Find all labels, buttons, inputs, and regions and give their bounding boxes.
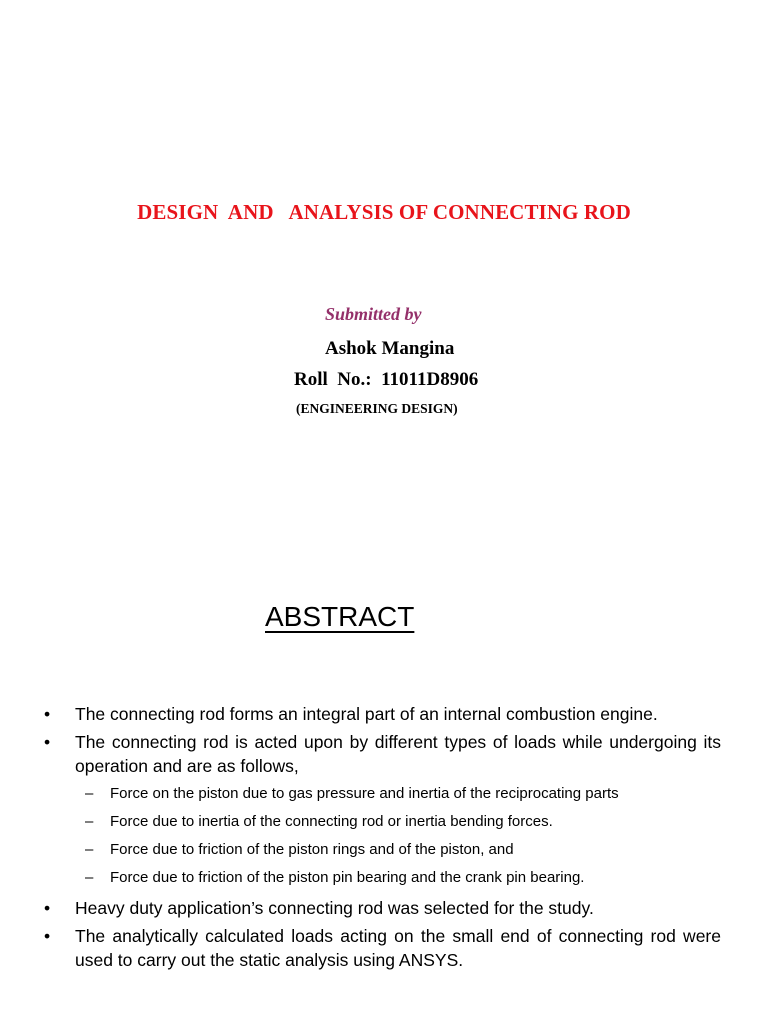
bullet-dot-icon: • [44, 898, 51, 918]
abstract-slide [0, 576, 768, 1024]
author-name: Ashok Mangina [325, 338, 455, 359]
bullet-text: The analytically calculated loads acting on the small end of connecting rod were used to carry out the static analysis using ANSYS. [75, 926, 721, 970]
bullet-text: The connecting rod is acted upon by different types of loads while undergoing its operation and are as follows, [75, 732, 721, 776]
bullet-item [0, 896, 768, 920]
sub-bullet-item [0, 812, 768, 832]
sub-bullet-item [0, 868, 768, 888]
bullet-dot-icon: • [44, 926, 51, 946]
sub-bullet-text: Force on the piston due to gas pressure and inertia of the reciprocating parts [110, 785, 619, 802]
bullet-item [0, 702, 768, 726]
sub-bullet-text: Force due to friction of the piston rings and of the piston, and [110, 841, 514, 858]
sub-bullet-item [0, 840, 768, 860]
abstract-bullet-list [0, 702, 768, 976]
department-label: (ENGINEERING DESIGN) [296, 401, 458, 416]
dash-icon: – [85, 785, 94, 802]
abstract-heading: ABSTRACT [265, 601, 415, 632]
presentation-title: DESIGN AND ANALYSIS OF CONNECTING ROD [137, 200, 631, 224]
bullet-dot-icon: • [44, 732, 51, 752]
dash-icon: – [85, 841, 94, 858]
dash-icon: – [85, 813, 94, 830]
bullet-text: The connecting rod forms an integral part of an internal combustion engine. [75, 704, 658, 724]
bullet-text: Heavy duty application’s connecting rod was selected for the study. [75, 898, 594, 918]
sub-bullet-group [0, 784, 768, 888]
roll-number: Roll No.: 11011D8906 [294, 369, 479, 390]
dash-icon: – [85, 869, 94, 886]
sub-bullet-text: Force due to inertia of the connecting rod or inertia bending forces. [110, 813, 553, 830]
submitted-by-label: Submitted by [325, 304, 422, 324]
bullet-item [0, 924, 768, 972]
sub-bullet-item [0, 784, 768, 804]
sub-bullet-text: Force due to friction of the piston pin bearing and the crank pin bearing. [110, 869, 585, 886]
sub-bullet-list [0, 784, 768, 888]
bullet-dot-icon: • [44, 704, 51, 724]
bullet-item [0, 730, 768, 778]
